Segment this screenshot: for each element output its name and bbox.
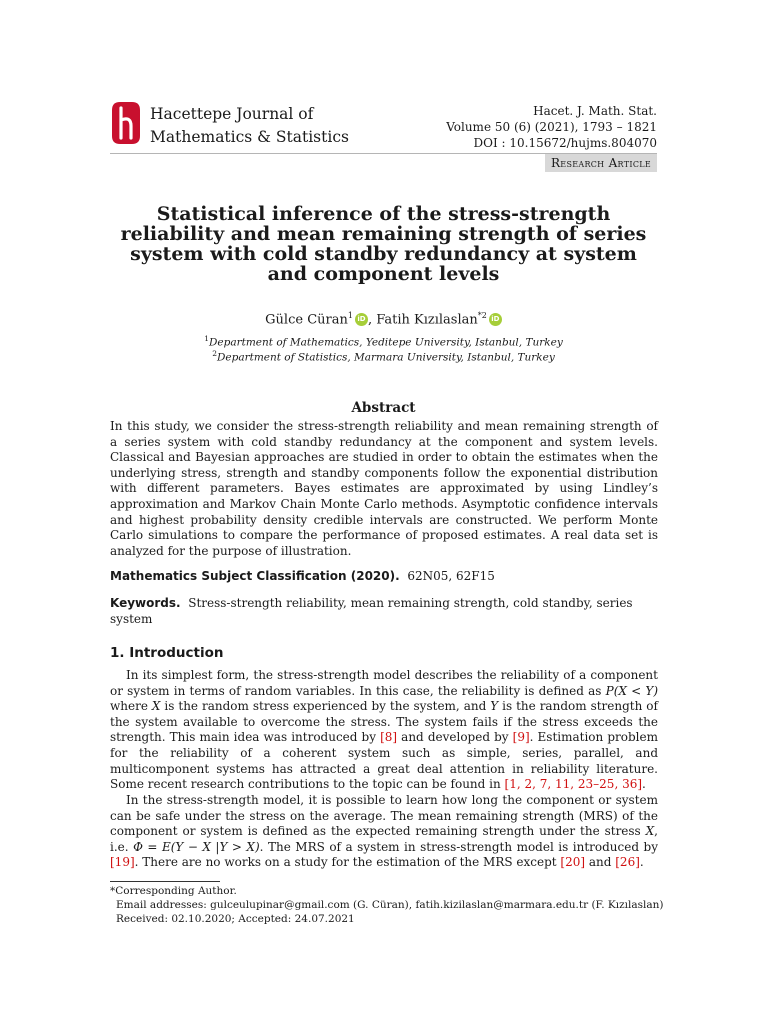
title-line-1: Statistical inference of the stress-strength [156,203,611,225]
citation-link[interactable]: [20] [560,855,586,870]
citation-link[interactable]: [9] [512,730,530,745]
keywords [110,595,658,627]
citation-link[interactable]: [8] [380,730,398,745]
text-run: . The MRS of a system in stress-strength model is introduced by [259,839,658,854]
text-run: . [642,777,646,792]
affiliation-2-text: Department of Statistics, Marmara University, Istanbul, Turkey [216,351,555,364]
text-run: is the random strength of the system available to overcome the stress. The system fails if the stress exceeds the strength. This main idea was introduced by [110,699,658,745]
citation-link[interactable]: [19] [110,855,135,870]
abstract-text: In this study, we consider the stress-strength reliability and mean remaining strength of a series system with cold standby redundancy at the component and system levels. Classical and Bayesian approaches are studied in order to obtain the estimates when the underlying stress, strength and standby components follow the exponential distribution with different parameters. Bayes estimates are approximated by using Lindley’s approximation and Markov Chain Monte Carlo methods. Asymptotic confidence intervals and highest probability density credible intervals are constructed. We perform Monte Carlo simulations to compare the performance of proposed estimates. A real data set is analyzed for the purpose of illustration. [110,419,658,558]
author-1-sup: 1 [347,311,353,320]
orcid-icon[interactable]: iD [355,313,368,326]
footnote-rule [110,881,220,882]
math-inline: X [645,824,655,839]
math-inline: Φ = E(Y − X |Y > X) [133,839,260,854]
footnote-dates: Received: 02.10.2020; Accepted: 24.07.2021 [116,913,355,925]
msc-classification [110,569,658,583]
author-2-sup: *2 [477,311,487,320]
doi: DOI : 10.15672/hujms.804070 [473,136,657,150]
footnote-corresponding: *Corresponding Author. [110,885,237,897]
intro-paragraph-2 [110,793,658,871]
title-line-2: reliability and mean remaining strength of series [120,223,647,245]
affiliation-1-text: Department of Mathematics, Yeditepe University, Istanbul, Turkey [209,336,563,349]
author-1-name: Gülce Cüran [265,312,348,328]
journal-name [150,103,349,149]
text-run: and developed by [397,730,513,745]
orcid-icon[interactable]: iD [489,313,502,326]
affiliation-2-sup: 2 [212,349,217,358]
text-run: and [585,855,616,870]
footnote-emails: Email addresses: gulceulupinar@gmail.com (G. Cüran), fatih.kizilaslan@marmara.edu.tr (F. Kızılaslan) [116,899,664,911]
text-run: is the random stress experienced by the system, and [160,699,491,714]
text-run: . Estimation problem for the reliability of a coherent system such as simple, series, parallel, and multicomponent systems has attracted a great deal attention in reliability literature. Some recent research contributions to the topic can be found in [110,730,658,792]
math-inline: X [151,699,161,714]
citation-link[interactable]: [1, 2, 7, 11, 23–25, 36] [504,777,643,792]
text-run: . There are no works on a study for the estimation of the MRS except [134,855,561,870]
journal-abbrev: Hacet. J. Math. Stat. [533,104,657,118]
keywords-label: Keywords. [110,596,181,610]
text-run: where [110,699,152,714]
journal-logo [110,100,142,146]
keywords-value: Stress-strength reliability, mean remaining strength, cold standby, series system [110,596,633,626]
journal-name-line2: Mathematics & Statistics [150,128,349,146]
title-line-4: and component levels [267,263,500,285]
intro-paragraph-1 [110,668,658,793]
msc-label: Mathematics Subject Classification (2020). [110,569,400,583]
text-run: . [639,855,644,870]
affiliation-1 [110,334,657,349]
text-run: In its simplest form, the stress-strength model describes the reliability of a component or system in terms of random variables. In this case, the reliability is defined as [110,668,658,698]
section-heading-introduction: 1. Introduction [110,645,224,661]
volume-info: Volume 50 (6) (2021), 1793 – 1821 [446,120,657,134]
affiliation-1-sup: 1 [204,334,209,343]
citation-link[interactable]: [26] [615,855,640,870]
text-run: In the stress-strength model, it is possible to learn how long the component or system can be safe under the stress on the average. The mean remaining strength (MRS) of the component or system is defined as the expected remaining strength under the stress [110,793,658,839]
journal-meta [446,103,657,151]
text-run: , i.e. [110,824,658,854]
author-2-name: Fatih Kızılaslan [376,312,478,328]
article-type-badge: Research Article [545,154,657,172]
math-inline: Y [490,699,499,714]
msc-value: 62N05, 62F15 [407,569,495,583]
abstract-heading: Abstract [351,400,416,416]
math-inline: P(X < Y) [605,683,658,698]
author-list: Gülce Cüran$^1$ iD , Fatih Kızılaslan$^{*2}$ iD [110,311,657,327]
title-line-3: system with cold standby redundancy at system [130,243,637,265]
affiliation-2 [110,349,657,364]
journal-name-line1: Hacettepe Journal of [150,105,314,123]
paper-title [110,204,657,284]
